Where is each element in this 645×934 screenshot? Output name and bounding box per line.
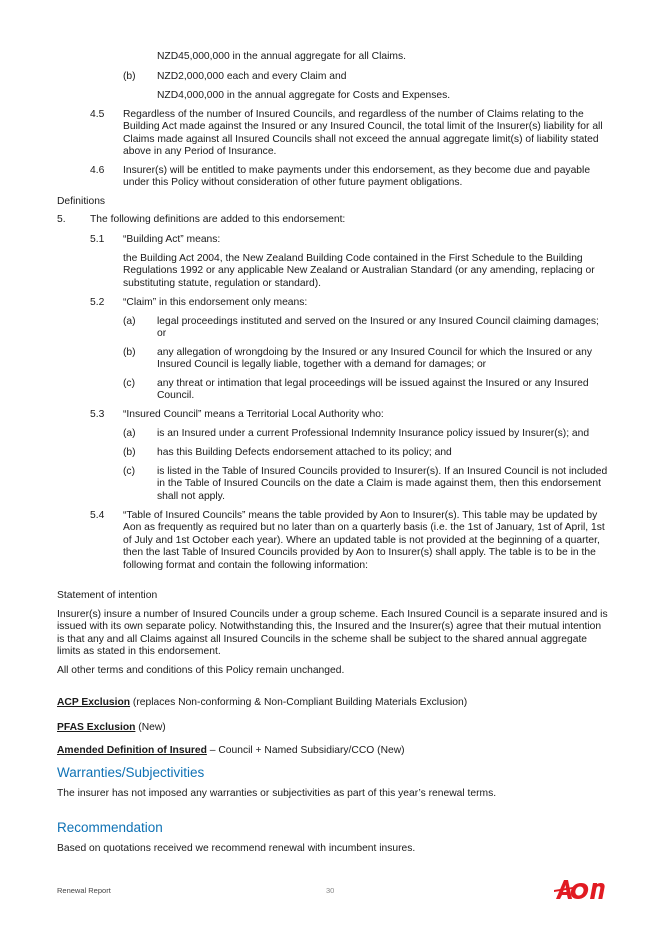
- clause-5: The following definitions are added to this endorsement:: [90, 214, 346, 225]
- limit-line-annual-aggregate: NZD45,000,000 in the annual aggregate for all Claims.: [157, 51, 406, 62]
- insured-council-item: is listed in the Table of Insured Councils provided to Insurer(s). If an Insured Council is not included in the Table of Insured Councils on the date a Claim is made against them, then this endorsement shall not apply.: [157, 466, 608, 502]
- clause-number: 4.6: [90, 165, 105, 176]
- amended-insured-note: – Council + Named Subsidiary/CCO (New): [206, 745, 405, 756]
- page-number: 30: [326, 886, 335, 895]
- clause-5-1: “Building Act” means:: [123, 234, 221, 245]
- claim-item: legal proceedings instituted and served on the Insured or any Insured Council claiming damages; or: [157, 316, 599, 340]
- item-label: (b): [123, 71, 136, 82]
- clause-4-6: Insurer(s) will be entitled to make payments under this endorsement, as they become due and payable under this Policy without consideration of other future payment obligations.: [123, 165, 591, 189]
- amended-insured-title: Amended Definition of Insured: [57, 745, 207, 756]
- recommendation-body: Based on quotations received we recommend renewal with incumbent insures.: [57, 843, 416, 854]
- clause-number: 4.5: [90, 109, 105, 120]
- item-label: (a): [123, 316, 136, 327]
- pfas-exclusion-note: (New): [135, 722, 166, 733]
- definitions-heading: Definitions: [57, 196, 106, 207]
- clause-4-5: Regardless of the number of Insured Councils, and regardless of the number of Claims relating to the Building Act made against the Insured or any Insured Council, the total limit of the Insurer(s) liability for all Claims made against all Insured Councils shall not exceed the annual aggregate limit(s) of liability stated above in any Period of Insurance.: [123, 109, 603, 158]
- acp-exclusion-title: ACP Exclusion: [57, 697, 131, 708]
- item-label: (c): [123, 378, 136, 389]
- clause-number: 5.3: [90, 409, 105, 420]
- footer-report-name: Renewal Report: [57, 886, 111, 895]
- limit-line-each-claim: NZD2,000,000 each and every Claim and: [157, 71, 347, 82]
- claim-item: any threat or intimation that legal proceedings will be issued against the Insured or any Insured Council.: [157, 378, 589, 402]
- acp-exclusion-note: (replaces Non-conforming & Non-Compliant Building Materials Exclusion): [130, 697, 468, 708]
- clause-number: 5.2: [90, 297, 105, 308]
- item-label: (c): [123, 466, 136, 477]
- clause-number: 5.: [57, 214, 66, 225]
- clause-number: 5.4: [90, 510, 105, 521]
- pfas-exclusion-line: [57, 722, 166, 734]
- pfas-exclusion-title: PFAS Exclusion: [57, 722, 136, 733]
- acp-exclusion-line: [57, 697, 467, 709]
- building-act-definition: the Building Act 2004, the New Zealand Building Code contained in the First Schedule to the Building Regulations 1992 or any applicable New Zealand or Australian Standard (or any amending, replacing or substituting statute, regulation or standard).: [123, 253, 595, 289]
- claim-item: any allegation of wrongdoing by the Insured or any Insured Council for which the Insured or any Insured Council is legally liable, together with a demand for damages; or: [157, 347, 593, 371]
- other-terms-note: All other terms and conditions of this Policy remain unchanged.: [57, 665, 345, 676]
- clause-number: 5.1: [90, 234, 105, 245]
- intention-heading: Statement of intention: [57, 590, 158, 601]
- amended-insured-line: [57, 745, 405, 757]
- aon-logo-icon: [553, 878, 605, 900]
- intention-body: Insurer(s) insure a number of Insured Councils under a group scheme. Each Insured Council is a separate insured and is issued with its own separate policy. Notwithstanding this, the Insured and the Insurer(s) agree that their mutual intention is that any and all Claims against all Insured Councils in the scheme shall be subject to the shared annual aggregate limits as stated in this endorsement.: [57, 609, 608, 658]
- warranties-heading: Warranties/Subjectivities: [57, 765, 205, 780]
- limit-line-costs: NZD4,000,000 in the annual aggregate for Costs and Expenses.: [157, 90, 451, 101]
- insured-council-item: is an Insured under a current Professional Indemnity Insurance policy issued by Insurer(s); and: [157, 428, 590, 439]
- item-label: (b): [123, 347, 136, 358]
- warranties-body: The insurer has not imposed any warranties or subjectivities as part of this year’s renewal terms.: [57, 788, 497, 799]
- aon-logo: [553, 878, 605, 900]
- recommendation-heading: Recommendation: [57, 820, 163, 835]
- clause-5-2: “Claim” in this endorsement only means:: [123, 297, 308, 308]
- insured-council-item: has this Building Defects endorsement attached to its policy; and: [157, 447, 452, 458]
- clause-5-4: “Table of Insured Councils” means the table provided by Aon to Insurer(s). This table may be updated by Aon as frequently as required but no later than on a quarterly basis (i.e. the 1st of January, 1st of April, 1st of July and 1st October each year). Where an updated table is not provided at the beginning of a quarter, then the last Table of Insured Councils provided by Aon to Insurer(s) shall apply. The table is to be in the following format and contain the following information:: [123, 510, 605, 571]
- item-label: (b): [123, 447, 136, 458]
- clause-5-3: “Insured Council” means a Territorial Local Authority who:: [123, 409, 384, 420]
- item-label: (a): [123, 428, 136, 439]
